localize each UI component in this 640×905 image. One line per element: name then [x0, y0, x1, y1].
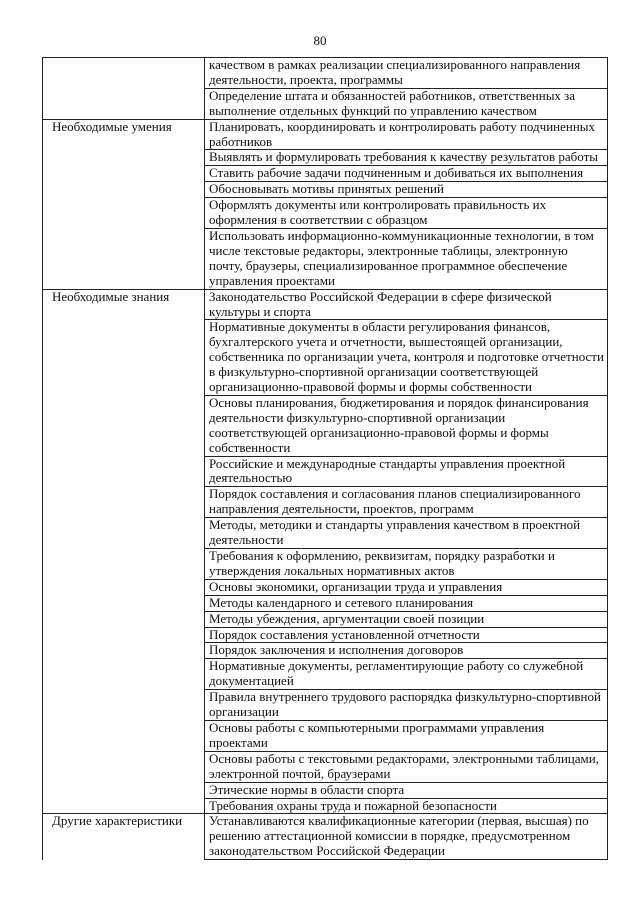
characteristic-item: Основы планирования, бюджетирования и порядок финансирования деятельности физкультурно-спортивной организации соответствующей организационно-правовой формы и формы собственности: [205, 395, 608, 456]
characteristic-item: Планировать, координировать и контролировать работу подчиненных работников: [205, 119, 608, 150]
characteristic-item: Основы экономики, организации труда и управления: [205, 579, 608, 595]
characteristic-item: Этические нормы в области спорта: [205, 782, 608, 798]
table-body: [43, 58, 608, 860]
characteristic-label: Необходимые знания: [43, 289, 205, 814]
characteristic-item: Порядок составления установленной отчетности: [205, 627, 608, 643]
characteristic-item: Российские и международные стандарты управления проектной деятельностью: [205, 456, 608, 487]
characteristic-item: Порядок составления и согласования планов специализированного направления деятельности, проектов, программ: [205, 487, 608, 518]
characteristic-item: Определение штата и обязанностей работников, ответственных за выполнение отдельных функций по управлению качеством: [205, 88, 608, 119]
characteristic-label: Необходимые умения: [43, 119, 205, 289]
characteristic-item: Основы работы с текстовыми редакторами, электронными таблицами, электронной почтой, браузерами: [205, 751, 608, 782]
characteristic-item: Требования охраны труда и пожарной безопасности: [205, 798, 608, 814]
characteristic-item: Правила внутреннего трудового распорядка физкультурно-спортивной организации: [205, 690, 608, 721]
characteristic-item: Методы календарного и сетевого планирования: [205, 595, 608, 611]
characteristic-item: Требования к оформлению, реквизитам, порядку разработки и утверждения локальных нормативных актов: [205, 549, 608, 580]
characteristic-item: Основы работы с компьютерными программами управления проектами: [205, 720, 608, 751]
characteristics-table: [42, 57, 608, 860]
table-row: [43, 289, 608, 320]
table-row: [43, 119, 608, 150]
characteristic-item: Использовать информационно-коммуникационные технологии, в том числе текстовые редакторы, электронные таблицы, электронную почту, браузеры, специализированное программное обеспечение управления проектами: [205, 228, 608, 289]
characteristic-item: качеством в рамках реализации специализированного направления деятельности, проекта, программы: [205, 58, 608, 89]
characteristic-item: Оформлять документы или контролировать правильность их оформления в соответствии с образцом: [205, 198, 608, 229]
table-row: [43, 814, 608, 860]
characteristic-label: [43, 58, 205, 120]
characteristic-item: Выявлять и формулировать требования к качеству результатов работы: [205, 150, 608, 166]
characteristic-item: Порядок заключения и исполнения договоров: [205, 643, 608, 659]
characteristic-item: Методы, методики и стандарты управления качеством в проектной деятельности: [205, 518, 608, 549]
characteristic-item: Нормативные документы в области регулирования финансов, бухгалтерского учета и отчетности, вышестоящей организации, собственника по организации учета, контроля и подготовке отчетности в физкультурно-спортивной организации соответствующей организационно-правовой формы и формы собственности: [205, 320, 608, 396]
characteristic-label: Другие характеристики: [43, 814, 205, 860]
characteristic-item: Обосновывать мотивы принятых решений: [205, 182, 608, 198]
table-row: [43, 58, 608, 89]
characteristic-item: Нормативные документы, регламентирующие работу со служебной документацией: [205, 659, 608, 690]
characteristic-item: Методы убеждения, аргументации своей позиции: [205, 611, 608, 627]
characteristic-item: Ставить рабочие задачи подчиненным и добиваться их выполнения: [205, 166, 608, 182]
characteristic-item: Законодательство Российской Федерации в сфере физической культуры и спорта: [205, 289, 608, 320]
page-number: 80: [313, 33, 327, 48]
characteristic-item: Устанавливаются квалификационные категории (первая, высшая) по решению аттестационной комиссии в порядке, предусмотренном законодательством Российской Федерации: [205, 814, 608, 860]
